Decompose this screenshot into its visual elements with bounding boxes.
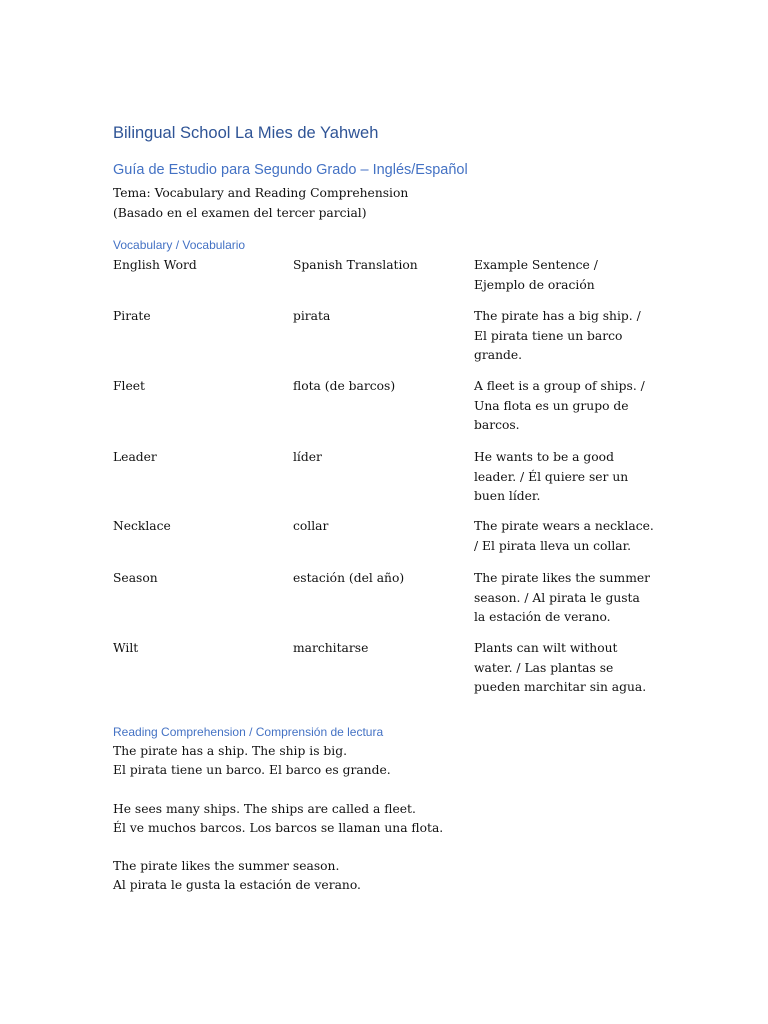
guide-title: Guía de Estudio para Segundo Grado – Inglés/Español (113, 162, 468, 178)
reading-english-sentence: The pirate has a ship. The ship is big. (113, 744, 348, 758)
example-sentence: He wants to be a good leader. / Él quiere ser un buen líder. (474, 450, 629, 503)
reading-english-sentence: The pirate likes the summer season. (113, 859, 340, 873)
column-header-example: Example Sentence / Ejemplo de oración (474, 258, 598, 292)
spanish-translation: líder (293, 450, 322, 464)
spanish-translation: collar (293, 519, 329, 533)
english-word: Season (113, 571, 158, 585)
reading-spanish-sentence: Al pirata le gusta la estación de verano. (113, 878, 361, 892)
reading-spanish-sentence: Él ve muchos barcos. Los barcos se llaman una flota. (113, 821, 444, 835)
spanish-translation: pirata (293, 309, 331, 323)
vocabulary-heading: Vocabulary / Vocabulario (113, 238, 246, 252)
example-sentence: The pirate has a big ship. / El pirata tiene un barco grande. (474, 309, 641, 362)
spanish-translation: flota (de barcos) (293, 379, 396, 393)
english-word: Fleet (113, 379, 145, 393)
example-sentence: Plants can wilt without water. / Las plantas se pueden marchitar sin agua. (474, 641, 647, 694)
english-word: Wilt (113, 641, 139, 655)
example-sentence: A fleet is a group of ships. / Una flota es un grupo de barcos. (474, 379, 645, 432)
english-word: Necklace (113, 519, 171, 533)
topic-line: Tema: Vocabulary and Reading Comprehension (113, 186, 409, 200)
example-sentence: The pirate likes the summer season. / Al pirata le gusta la estación de verano. (474, 571, 651, 624)
spanish-translation: marchitarse (293, 641, 369, 655)
column-header-english: English Word (113, 258, 197, 272)
english-word: Pirate (113, 309, 151, 323)
column-header-spanish: Spanish Translation (293, 258, 418, 272)
english-word: Leader (113, 450, 157, 464)
school-title: Bilingual School La Mies de Yahweh (113, 124, 379, 142)
spanish-translation: estación (del año) (293, 571, 405, 585)
example-sentence: The pirate wears a necklace. / El pirata lleva un collar. (474, 519, 654, 553)
reading-spanish-sentence: El pirata tiene un barco. El barco es grande. (113, 763, 391, 777)
based-on-line: (Basado en el examen del tercer parcial) (113, 206, 367, 220)
reading-english-sentence: He sees many ships. The ships are called a fleet. (113, 802, 416, 816)
reading-heading: Reading Comprehension / Comprensión de lectura (113, 725, 384, 739)
